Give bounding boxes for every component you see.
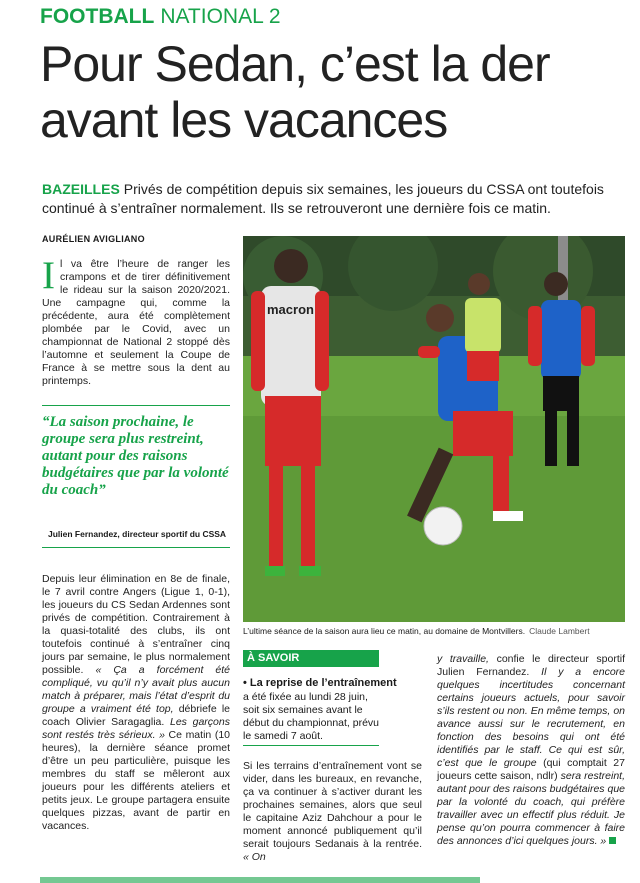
article-headline (40, 36, 630, 148)
pull-quote-source: Julien Fernandez, directeur sportif du CSSA (48, 529, 227, 539)
training-photo-illustration (243, 236, 625, 622)
col2-quote-start: « On (243, 851, 266, 863)
column-2-body (243, 760, 422, 864)
dateline-place: BAZEILLES (42, 181, 120, 197)
section-label: FOOTBALL (40, 5, 155, 28)
photo-caption (243, 626, 625, 637)
next-article-strip (40, 877, 480, 883)
photo-credit: Claude Lambert (529, 626, 590, 636)
column-1-body (42, 573, 230, 833)
quote-coach-attrib: débriefe le coach Olivier Saragaglia. (42, 703, 230, 728)
headline-line-2: avant les vacances (40, 92, 448, 148)
lead-text: Privés de compétition depuis six semaines, les joueurs du CSSA ont toutefois continué à s’entraîner normalement. Ils se retrouveront une dernière fois ce matin. (42, 181, 604, 216)
col3-aside: (qui comptait 27 joueurs cette saison, ndlr) (437, 757, 625, 782)
a-savoir-header: À SAVOIR (243, 650, 379, 667)
subsection-label: NATIONAL 2 (160, 5, 281, 28)
quote-coach-1: « Ça a forcément été compliqué, vu qu’il n’y avait plus aucun match à préparer, mais l’état d’esprit du groupe a vraiment été top, (42, 664, 230, 715)
column-1-intro (42, 254, 230, 388)
author-byline: AURÉLIEN AVIGLIANO (42, 234, 145, 244)
column-3-body (437, 653, 625, 848)
col3-quote-3: sera restreint, autant pour des raisons budgétaires que par la volonté du coach, qui préfère travailler avec un effectif plus réduit. Je pense qu’on pourra commencer à faire des annonces d’ici quelques jours. » (437, 770, 625, 847)
section-rubric (40, 5, 281, 29)
pull-quote: “La saison prochaine, le groupe sera plus restreint, autant pour des raisons budgétaires que par la volonté du coach” (42, 414, 229, 498)
article-photo (243, 236, 625, 622)
col3-attrib: confie le directeur sportif Julien Fernandez. (437, 653, 626, 678)
quote-divider-bottom (42, 547, 230, 548)
end-mark-icon (609, 837, 616, 844)
a-savoir-title: • La reprise de l’entraînement (243, 677, 397, 689)
intro-text: l va être l’heure de ranger les crampons et de tirer définitivement le rideau sur la saison 2020/2021. Une campagne qui, comme la précédente, aura été complètement plombée par le Covid, avec un championnat de National 2 stoppé dès l’automne et seulement la Coupe de France à se mettre sous la dent au printemps. (42, 258, 230, 387)
col3-quote-1: y travaille, (437, 653, 489, 665)
a-savoir-divider (243, 745, 379, 746)
headline-line-1: Pour Sedan, c’est la der (40, 36, 550, 92)
jersey-text: macron (267, 302, 314, 317)
col3-quote-2: Il y a encore quelques incertitudes concernant certains joueurs actuels, pour savoir s’ils restent ou non. En même temps, on avance aussi sur le recrutement, en fonction des besoins qui ont été identifiés par le staff. Ce qui est sûr, c’est que le groupe (437, 666, 626, 769)
quote-coach-2: Les garçons sont restés très sérieux. » (42, 716, 230, 741)
article-lead (42, 180, 630, 218)
body-paragraph-1: Depuis leur élimination en 8e de finale, le 7 avril contre Angers (Ligue 1, 0-1), les joueurs du CS Sedan Ardennes sont privés de compétition. Contrairement à la quasi-totalité des clubs, ils ont toutefois continué à s’entraîner cinq jours par semaine, le plus normalement possible. (42, 573, 230, 676)
quote-divider-top (42, 405, 230, 406)
dropcap: I (42, 254, 55, 297)
caption-text: L’ultime séance de la saison aura lieu ce matin, au domaine de Montvillers. (243, 626, 526, 636)
col2-paragraph: Si les terrains d’entraînement vont se vider, dans les bureaux, en revanche, ça va continuer à s’activer durant les prochaines semaines, alors que seul le capitaine Aziz Dahchour a pour le moment annoncé publiquement qu’il serait toujours Sedanais à la rentrée. (243, 760, 422, 850)
body-paragraph-2: Ce matin (10 heures), la dernière séance promet d’être un peu particulière, puisque les membres du staff se mêleront aux joueurs pour les différents ateliers et petits jeux. Le groupe partagera ensuite quelques pizzas, avant de partir en vacances. (42, 729, 231, 832)
a-savoir-text: a été fixée au lundi 28 juin, soit six semaines avant le début du championnat, prévu le samedi 7 août. (243, 691, 380, 742)
